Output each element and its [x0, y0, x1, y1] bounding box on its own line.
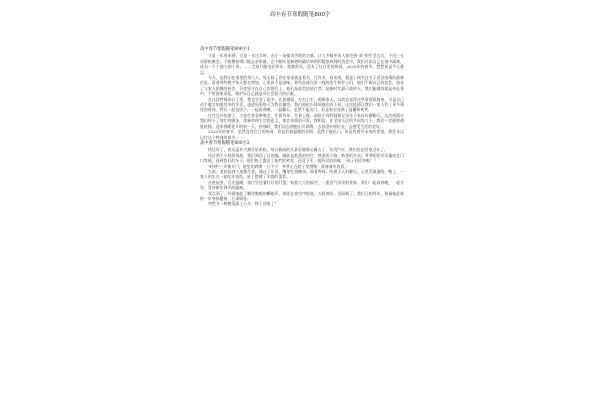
paragraph: 突然又一种感觉涌上心头：终于回家了！ [208, 201, 279, 207]
section-heading: 高中春节寒假随笔800字1 [200, 47, 250, 52]
paragraph: 经过两个小时的奔波，我们到达了目的地。眼前是熟悉的村庄，熟悉的小路，熟悉的乡亲。爷爷奶奶早早地站在门口等候，看到我们的车子，他们脸上露出了灿烂的笑容。还没下车，就听见奶奶喊："孩子们回来啦！" [200, 152, 404, 164]
paragraph: 往往在外的游子，大家忙着各种聚会、忙着拜年，忙着上班，却很少有时间和父母坐下来好好聊聊天。这次疫情让我们停下了匆忙的脚步，重新审视生活的意义，体会亲情的可贵。我相信，在全国人民的共同努力下，我们一定能够战胜疫情，迎来春暖花开的那一天。到那时，我们再去拥抱山川湖海，去看望亲朋好友，去感受生活的美好。 [200, 112, 404, 129]
paragraph: 大姑、老姑起到大家都忙着，做过了年货，嘴里吃着糖果，闻着香味，听着大人们聊天，心里美滋滋的。晚上，一家人围坐在一起吃年夜饭，桌上摆满了丰盛的菜肴。 [200, 168, 404, 180]
paragraph: 2020年的春节，虽然没有往日的热闹，但是有着温暖的亲情；虽然不能出门，但是有着对未来的希望。我会永远记住这个特别的春节。 [200, 129, 404, 140]
paragraph: 又是一年春来到，又是一年过节时，由于一场暴风雪般的灾难，让大多数中国人体会到"真"的生活方式，不由三五成群相聚会，不敢携家带口地走亲串戚，在不断听见新增的确诊病例和疑似病例的消息中，我们开始自己在家中隔离，成为一个个独立的个体。……大家只能电话拜年、视频拜年，没有了往日里的热闹。2020年的春节，想想真是令人难忘。 [200, 53, 404, 75]
paragraph: 快过年了，春运返乡大潮开始来临，每日新闻的头条更被春运霸占了，发动汽车，我们也在回家过年了。 [208, 147, 388, 153]
paragraph: "呼呼"一声推开门，院里的鸡鸭一只不少，爷爷正在院子里劈柴，准备着年夜饭。 [208, 163, 349, 169]
document-body [200, 46, 404, 207]
document-title: 高中春节寒假随笔800字 [269, 12, 331, 18]
paragraph: 今天，是我们在家里的第八天，每天除了待在家里就是看书、写作业、看电视，就是上网关注关于武汉疫情的最新信息，看着那些数字每天都在增加，心里真不是滋味。那些奋战在第一线的医生和护士们，他们不顾自己的安危，放弃了与家人团聚的机会，日夜坚守在自己的岗位上，他们是最美的逆行者，是新时代最可爱的人。我们能做的就是待在家中，不给国家添乱，保护好自己就是对社会最大的贡献。 [200, 75, 404, 97]
paragraph: 在这段特殊的日子里，我也学会了很多，比如做饭、打扫卫生、照顾家人。以前总觉得这些事情很简单，可是自己动手做才知道其中的辛苦。爸爸妈妈每天为我们操劳，我们却很少体谅他们的不易。这次疫情让我们一家人有了更多相处的时间，我们一起包饺子、一起看春晚、一起聊天，虽然不能出门，但是家里充满了温馨和欢笑。 [200, 96, 404, 113]
paragraph: 零点到了，外面响起了噼里啪啦的鞭炮声，烟花在夜空中绽放，五彩缤纷，美丽极了。我们互相拜年，祝福彼此新的一年身体健康、万事如意。 [200, 190, 404, 201]
section-heading: 高中春节寒假随笔800字2 [200, 140, 250, 146]
paragraph: 走进屋里，灯光温暖，客厅里挂着红红的灯笼，贴着大大的福字，一派喜气洋洋的景象。我们一起看春晚，一起守岁，等待新年钟声的敲响。 [200, 179, 404, 191]
